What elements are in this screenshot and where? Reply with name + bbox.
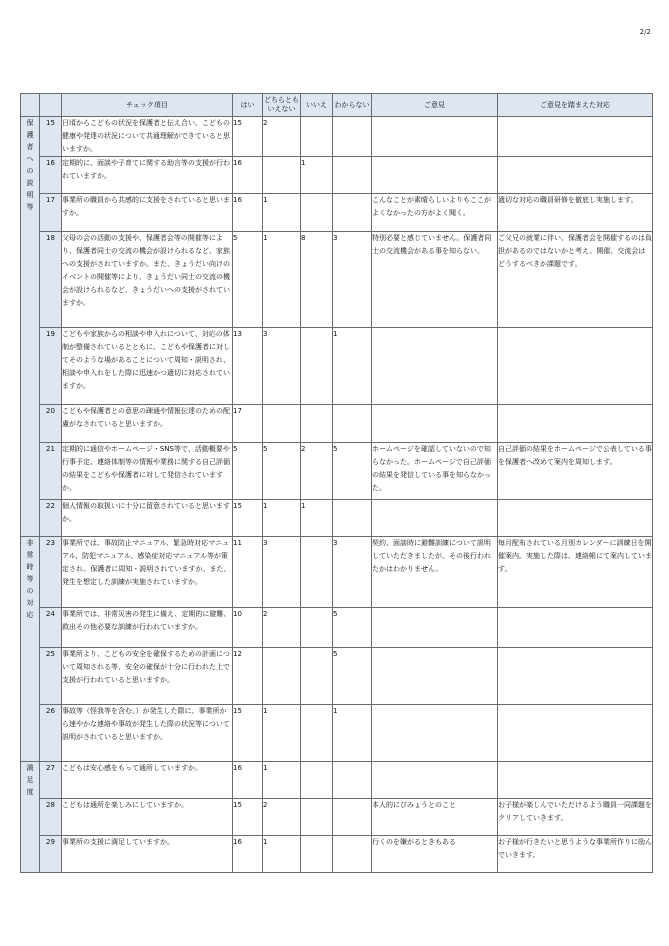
header-yes: はい [233,94,263,117]
count-neither: 2 [263,117,301,157]
category-label: 保護者への説明等 [26,119,34,211]
count-neither: 1 [263,500,301,537]
category-label: 非常時等の対応 [26,539,34,619]
count-neither: 3 [263,328,301,405]
count-no [301,194,333,232]
opinion-text [372,648,498,705]
opinion-text: 行くのを嫌がるときもある [372,836,498,873]
count-unknown: 3 [333,537,372,608]
table-row [21,328,653,405]
count-unknown [333,117,372,157]
count-yes: 5 [233,443,263,500]
question-text: こどもは安心感をもって通所していますか。 [62,762,233,799]
question-text: 定期的に通信やホームページ・SNS等で、活動概要や行事予定、連絡体制等の情報や業務に関する自己評価の結果をこどもや保護者に対して発信されていますか。 [62,443,233,500]
row-number: 28 [40,799,62,836]
question-text: 事業所では、事故防止マニュアル、緊急時対応マニュアル、防犯マニュアル、感染症対応マニュアル等が策定され、保護者に周知・説明されていますか。また、発生を想定した訓練が実施されていますか。 [62,537,233,608]
question-text: 事故等（怪我等を含む。）が発生した際に、事業所から速やかな連絡や事故が発生した際の状況等について説明がされていると思いますか。 [62,705,233,762]
count-unknown [333,836,372,873]
count-no: 2 [301,443,333,500]
opinion-text [372,608,498,648]
question-text: 事業所の職員から共感的に支援をされていると思いますか。 [62,194,233,232]
table-row [21,537,653,608]
header-neither-line1: どちらとも [264,96,299,104]
count-yes: 16 [233,836,263,873]
category-cell [21,537,40,762]
row-number: 17 [40,194,62,232]
header-neither-line2: いえない [267,105,296,113]
question-text: 事業所より、こどもの安全を確保するための計画について周知される等、安全の確保が十分に行われた上で支援が行われていると思いますか。 [62,648,233,705]
table-row [21,500,653,537]
response-text: お子様が楽しんでいただけるよう職員一同課題をクリアしていきます。 [498,799,653,836]
table-row [21,232,653,328]
response-text [498,762,653,799]
count-unknown [333,157,372,194]
row-number: 21 [40,443,62,500]
table-row [21,405,653,443]
opinion-text [372,405,498,443]
table-row [21,836,653,873]
count-unknown: 1 [333,705,372,762]
count-no [301,705,333,762]
count-unknown: 5 [333,648,372,705]
count-no [301,328,333,405]
count-yes: 16 [233,762,263,799]
opinion-text: 本人的にぴみょうとのこと [372,799,498,836]
count-yes: 5 [233,232,263,328]
count-yes: 17 [233,405,263,443]
count-no [301,762,333,799]
header-category [21,94,40,117]
count-unknown: 5 [333,608,372,648]
count-no: 1 [301,157,333,194]
opinion-text: 特別必要と感じていません。保護者同士の交流機会がある事を知らない。 [372,232,498,328]
category-label: 満足度 [26,764,34,796]
count-neither [263,157,301,194]
count-unknown: 5 [333,443,372,500]
row-number: 27 [40,762,62,799]
count-neither: 1 [263,194,301,232]
response-text [498,117,653,157]
response-text: 毎月配布されている月別カレンダーに訓練日を開催案内。実施した際は、連絡帳にて案内しています。 [498,537,653,608]
count-neither: 5 [263,443,301,500]
response-text: お子様が行きたいと思うような事業所作りに励んでいきます。 [498,836,653,873]
response-text [498,405,653,443]
question-text: こどもは通所を楽しみにしていますか。 [62,799,233,836]
response-text: ご父兄の就業に伴い、保護者会を開催するのは負担があるのではないかと考え、開催、交流会はどうするべきか課題です。 [498,232,653,328]
count-neither: 1 [263,232,301,328]
row-number: 22 [40,500,62,537]
count-neither [263,405,301,443]
count-no [301,648,333,705]
opinion-text [372,157,498,194]
question-text: 日頃からこどもの状況を保護者と伝え合い、こどもの健康や発達の状況について共通理解ができていると思いますか。 [62,117,233,157]
opinion-text: こんなことが素晴らしいよりもここがよくなかったの方がよく聞く。 [372,194,498,232]
count-unknown [333,500,372,537]
count-yes: 16 [233,157,263,194]
count-neither: 1 [263,762,301,799]
count-no [301,405,333,443]
table-row [21,799,653,836]
count-yes: 16 [233,194,263,232]
header-number [40,94,62,117]
row-number: 15 [40,117,62,157]
table-row [21,608,653,648]
count-neither: 1 [263,836,301,873]
evaluation-table [20,93,653,873]
header-check-item: チェック項目 [62,94,233,117]
opinion-text: 契約、面談時に避難訓練について説明していただきましたが、その後行われたかはわかりません。 [372,537,498,608]
count-neither: 2 [263,799,301,836]
response-text [498,500,653,537]
opinion-text [372,328,498,405]
question-text: 父母の会の活動の支援や、保護者会等の開催等により、保護者同士の交流の機会が設けられるなど、家族への支援がされていますか。また、きょうだい向けのイベントの開催等により、きょうだい同士の交流の機会が設けられるなど、きょうだいへの支援がされていますか。 [62,232,233,328]
count-yes: 10 [233,608,263,648]
header-response: ご意見を踏まえた対応 [498,94,653,117]
row-number: 19 [40,328,62,405]
row-number: 23 [40,537,62,608]
table-row [21,117,653,157]
row-number: 25 [40,648,62,705]
opinion-text [372,117,498,157]
question-text: 個人情報の取扱いに十分に留意されていると思いますか。 [62,500,233,537]
table-row [21,705,653,762]
count-unknown: 3 [333,232,372,328]
count-no: 1 [301,500,333,537]
page-number: 2/2 [639,28,651,36]
response-text [498,157,653,194]
header-row [21,94,653,117]
header-no: いいえ [301,94,333,117]
response-text: 適切な対応の職員研修を徹底し実施します。 [498,194,653,232]
opinion-text [372,705,498,762]
count-no: 8 [301,232,333,328]
response-text: 自己評価の結果をホームページで公表している事を保護者へ改めて案内を周知します。 [498,443,653,500]
count-unknown [333,762,372,799]
count-yes: 15 [233,705,263,762]
count-unknown [333,194,372,232]
header-unknown: わからない [333,94,372,117]
response-text [498,705,653,762]
question-text: こどもや保護者との意思の疎通や情報伝達のための配慮がなされていると思いますか。 [62,405,233,443]
count-no [301,608,333,648]
header-neither [263,94,301,117]
row-number: 24 [40,608,62,648]
question-text: 定期的に、面談や子育てに関する助言等の支援が行われていますか。 [62,157,233,194]
count-yes: 11 [233,537,263,608]
row-number: 18 [40,232,62,328]
header-opinion: ご意見 [372,94,498,117]
table-row [21,194,653,232]
count-yes: 15 [233,117,263,157]
table-row [21,157,653,194]
row-number: 20 [40,405,62,443]
count-neither [263,648,301,705]
opinion-text [372,500,498,537]
table-row [21,762,653,799]
count-yes: 13 [233,328,263,405]
count-unknown [333,405,372,443]
category-cell [21,762,40,873]
row-number: 29 [40,836,62,873]
opinion-text [372,762,498,799]
count-unknown: 1 [333,328,372,405]
row-number: 16 [40,157,62,194]
table-row [21,443,653,500]
opinion-text: ホームページを確認していないので知らなかった。ホームページで自己評価の結果を発信している事を知らなかった。 [372,443,498,500]
response-text [498,328,653,405]
row-number: 26 [40,705,62,762]
question-text: こどもや家族からの相談や申入れについて、対応の体制が整備されているとともに、こどもや保護者に対してそのような場があることについて周知・説明され、相談や申入れをした際に迅速かつ適切に対応されていますか。 [62,328,233,405]
question-text: 事業所の支援に満足していますか。 [62,836,233,873]
count-yes: 12 [233,648,263,705]
category-cell [21,117,40,537]
count-yes: 15 [233,799,263,836]
count-neither: 1 [263,705,301,762]
count-yes: 15 [233,500,263,537]
count-no [301,537,333,608]
response-text [498,608,653,648]
response-text [498,648,653,705]
question-text: 事業所では、非常災害の発生に備え、定期的に避難、救出その他必要な訓練が行われていますか。 [62,608,233,648]
count-no [301,117,333,157]
table-row [21,648,653,705]
count-unknown [333,799,372,836]
count-no [301,836,333,873]
count-neither: 2 [263,608,301,648]
count-neither: 3 [263,537,301,608]
count-no [301,799,333,836]
